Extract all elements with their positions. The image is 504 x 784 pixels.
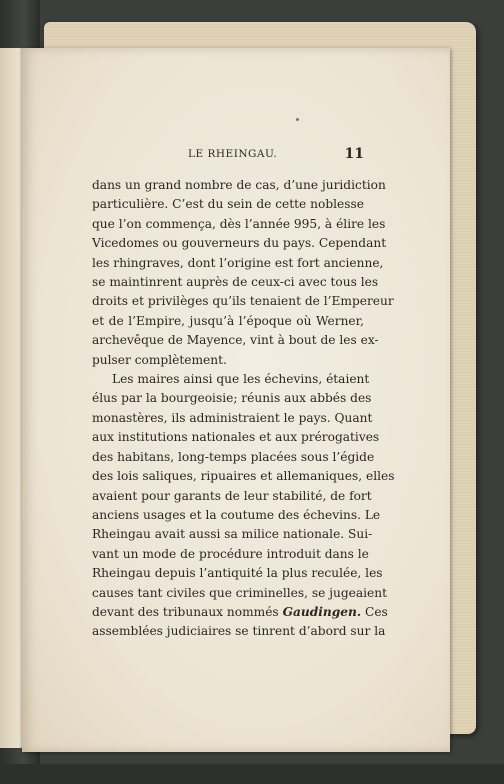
running-title: LE RHEINGAU. <box>188 148 278 160</box>
body-text <box>92 176 395 642</box>
text-line: causes tant civiles que criminelles, se jugeaient <box>92 585 387 600</box>
text-line: les rhingraves, dont l’origine est fort ancienne, <box>92 255 384 270</box>
text-line: Les maires ainsi que les échevins, étaient <box>112 372 370 387</box>
italic-term: Gaudingen. <box>282 604 362 619</box>
text-line: Rheingau depuis l’antiquité la plus reculée, les <box>92 566 383 581</box>
text-line: vant un mode de procédure introduit dans le <box>92 546 369 561</box>
page-header <box>92 146 364 166</box>
text-line: assemblées judiciaires se tinrent d’abord sur la <box>92 624 386 639</box>
page-number: 11 <box>344 146 364 162</box>
paper-speck <box>296 118 299 121</box>
text-line: des lois saliques, ripuaires et allemaniques, elles <box>92 469 395 484</box>
text-line: pulser complètement. <box>92 352 227 367</box>
text-line: dans un grand nombre de cas, d’une juridiction <box>92 178 386 192</box>
text-line: monastères, ils administraient le pays. Quant <box>92 410 373 425</box>
text-line: des habitans, long-temps placées sous l’égide <box>92 449 375 464</box>
text-line: Vicedomes ou gouverneurs du pays. Cependant <box>92 236 387 251</box>
text-line: archevêque de Mayence, vint à bout de les ex- <box>92 333 379 348</box>
facing-page-edge <box>0 48 24 748</box>
text-line: se maintinrent auprès de ceux-ci avec tous les <box>92 275 379 290</box>
text-segment: Ces <box>361 604 388 619</box>
text-line: droits et privilèges qu’ils tenaient de l’Empereur <box>92 294 394 309</box>
text-segment: devant des tribunaux nommés <box>92 604 283 619</box>
text-line: aux institutions nationales et aux prérogatives <box>92 430 380 445</box>
text-line: élus par la bourgeoisie; réunis aux abbés des <box>92 391 372 406</box>
text-line: et de l’Empire, jusqu’à l’époque où Werner, <box>92 313 364 328</box>
text-line: anciens usages et la coutume des échevins. Le <box>92 507 381 522</box>
text-line: particulière. C’est du sein de cette noblesse <box>92 197 364 212</box>
text-line: avaient pour garants de leur stabilité, de fort <box>92 488 372 503</box>
text-line: Rheingau avait aussi sa milice nationale. Sui- <box>92 527 373 542</box>
text-line: que l’on commença, dès l’année 995, à élire les <box>92 216 386 231</box>
text-line-gaudingen <box>92 603 388 622</box>
bottom-background <box>0 764 504 784</box>
